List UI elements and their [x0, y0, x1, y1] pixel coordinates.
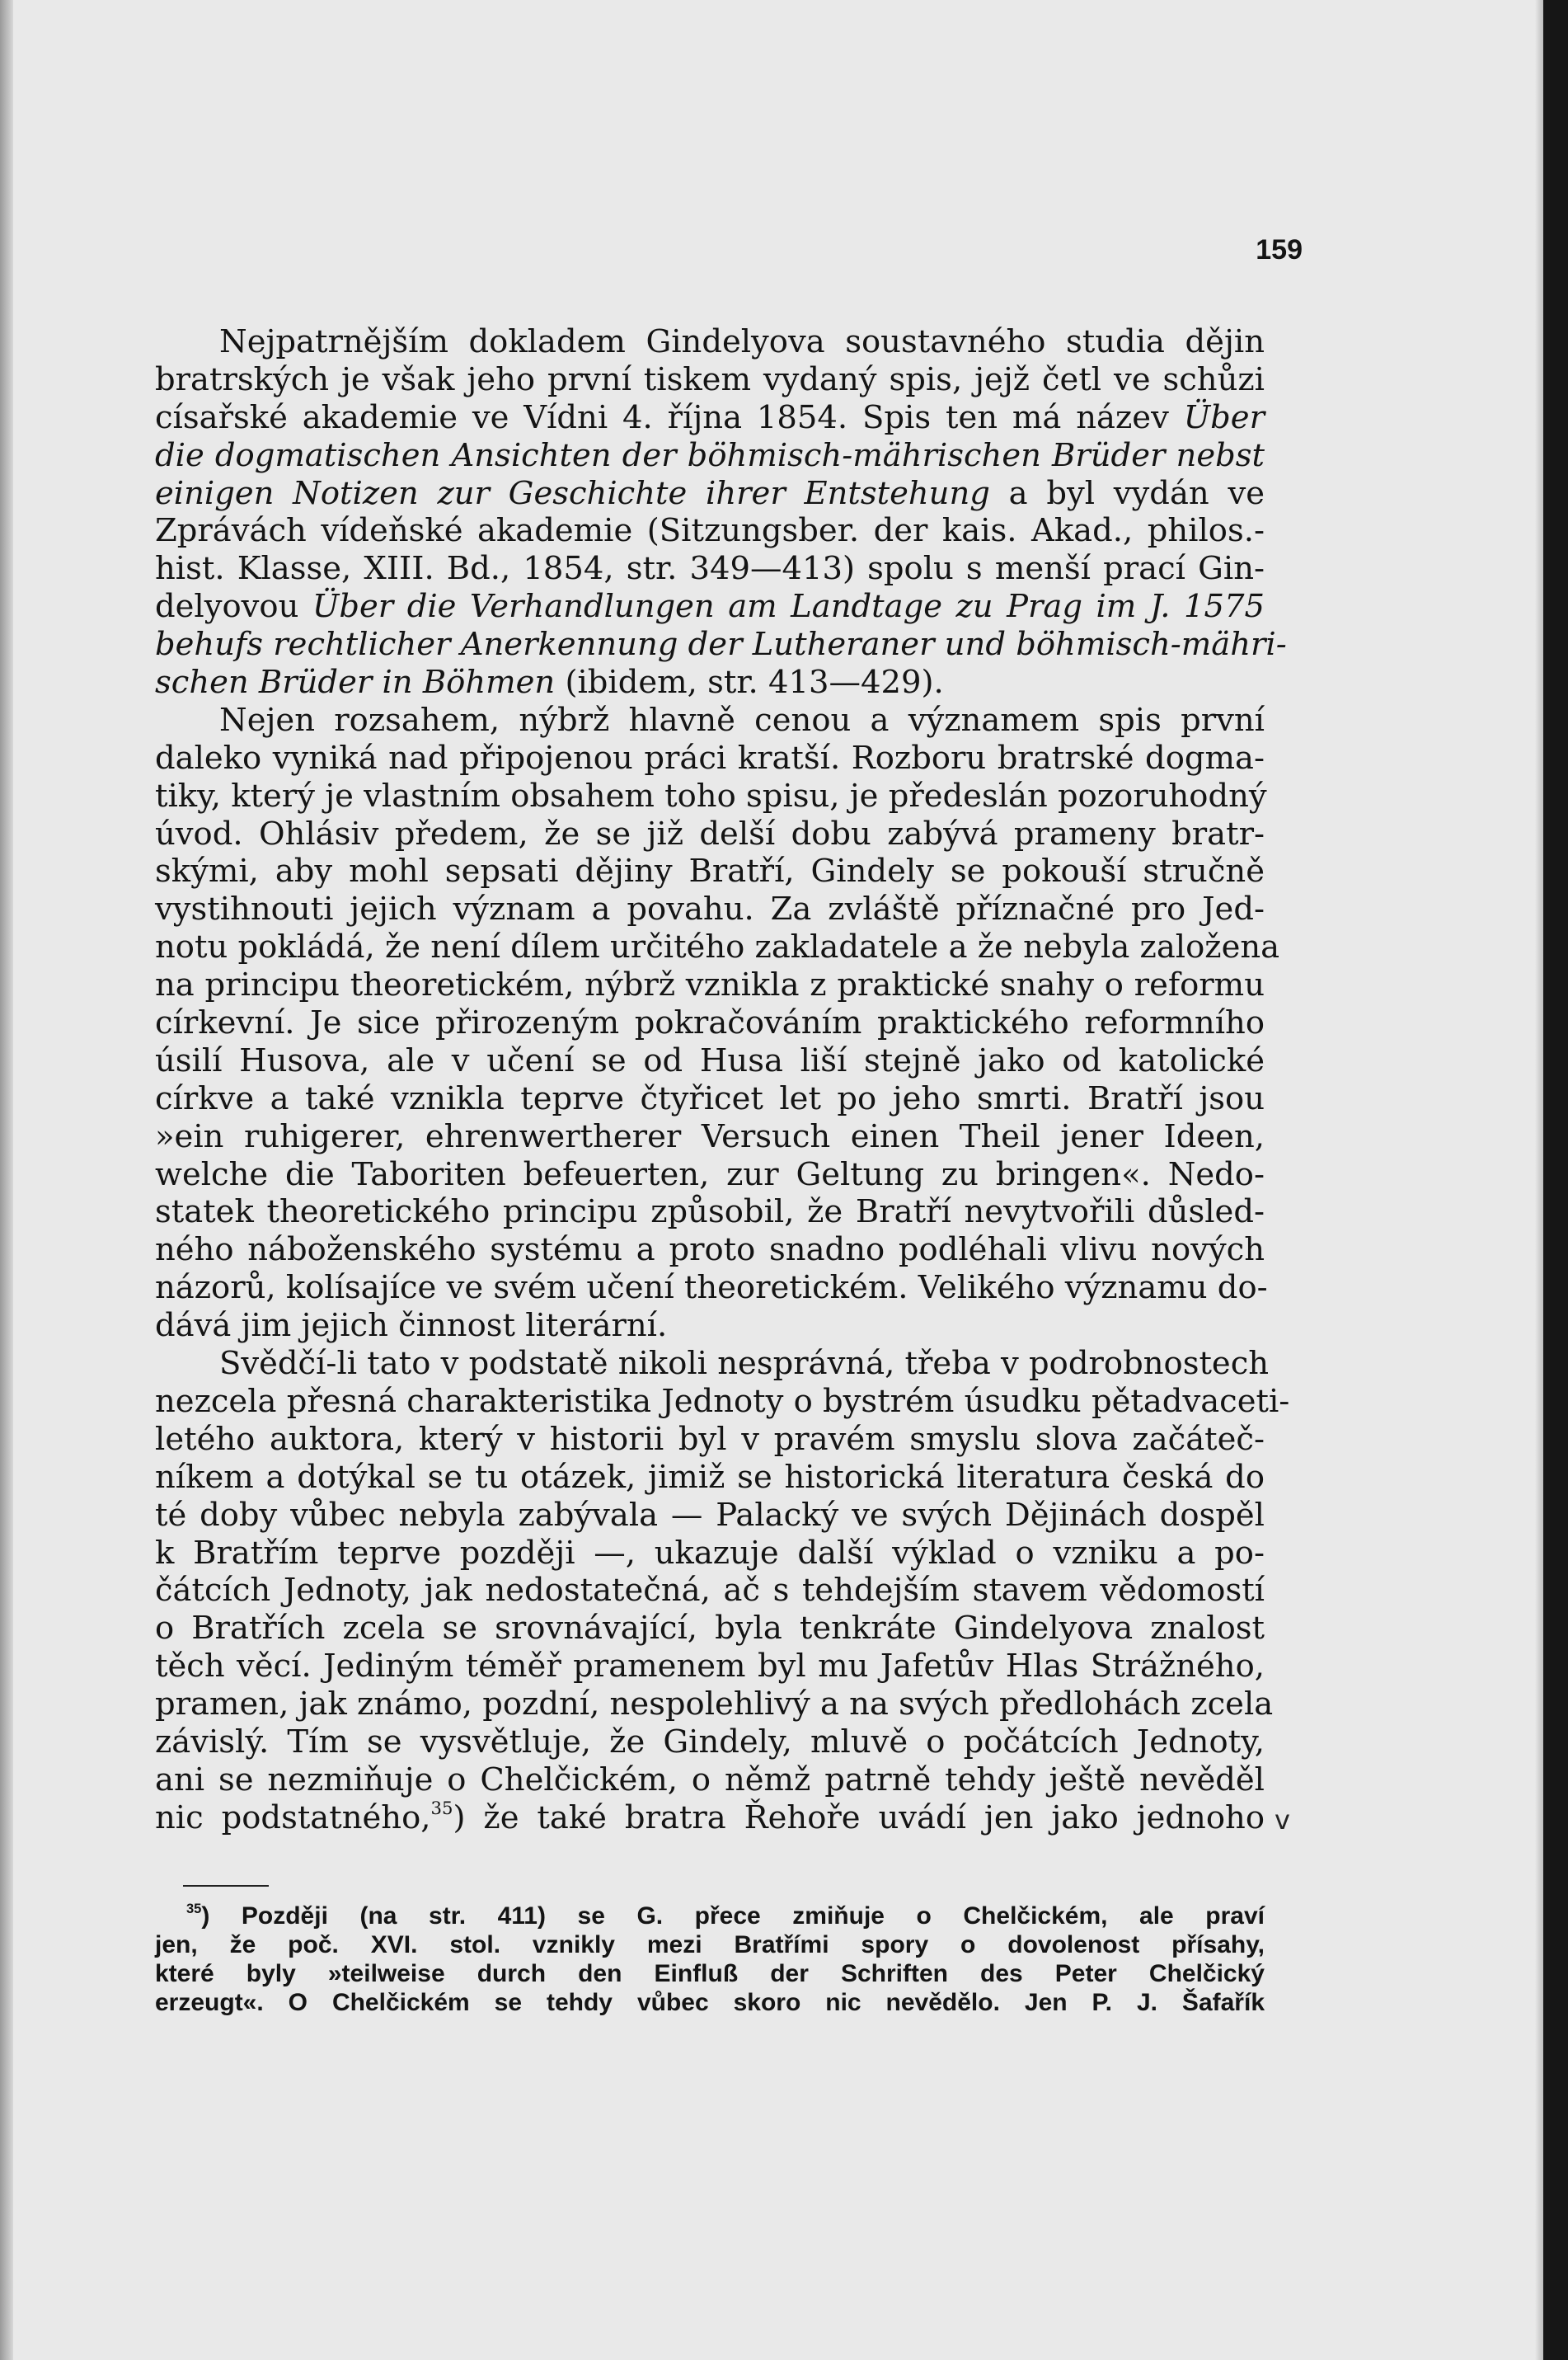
- text-line: [155, 550, 1265, 588]
- text-run: ) Později (na str. 411) se G. přece zmiňuje o Chelčickém, ale praví: [201, 1902, 1265, 1930]
- text-line: [155, 323, 1265, 361]
- text-run: notu pokládá, že není dílem určitého zakladatele a že nebyla založena: [155, 928, 1280, 966]
- text-line: [155, 1761, 1265, 1799]
- text-run: k Bratřím teprve později —, ukazuje další výklad o vzniku a po-: [155, 1534, 1265, 1572]
- text-line: [155, 1988, 1265, 2017]
- text-line: [155, 891, 1265, 928]
- text-line: [155, 1382, 1290, 1421]
- text-line: [155, 1648, 1265, 1685]
- text-line: [155, 1193, 1265, 1231]
- text-run: dává jim jejich činnost literární.: [155, 1307, 668, 1345]
- text-run: úvod. Ohlásiv předem, že se již delší dobu zabývá prameny bratr-: [155, 815, 1265, 853]
- page-right-shadow: [1535, 0, 1543, 2360]
- text-line: [155, 1269, 1268, 1307]
- text-run: Nejen rozsahem, nýbrž hlavně cenou a významem spis první: [219, 701, 1265, 739]
- text-run: ) že také bratra Řehoře uvádí jen jako jednoho: [453, 1798, 1265, 1836]
- text-line: [155, 740, 1265, 778]
- text-line: [155, 1799, 1265, 1837]
- footnote-ref: 35: [430, 1797, 453, 1818]
- text-run: názorů, kolísajíce ve svém učení theoretickém. Velikého významu do-: [155, 1269, 1268, 1307]
- text-line: [155, 1156, 1265, 1194]
- text-run: letého auktora, který v historii byl v pravém smyslu slova začáteč-: [155, 1420, 1265, 1458]
- italic-title: einigen Notizen zur Geschichte ihrer Entstehung: [155, 474, 990, 512]
- text-line: [155, 1307, 1265, 1345]
- text-line: [155, 588, 1265, 626]
- footnote-ref: 35: [186, 1901, 202, 1916]
- text-run: jen, že poč. XVI. stol. vznikly mezi Bratřími spory o dovolenost přísahy,: [155, 1931, 1265, 1958]
- text-run: delyovou: [155, 588, 312, 626]
- text-line: [155, 1345, 1270, 1383]
- text-line: [155, 1421, 1265, 1459]
- footnotes: [155, 1902, 1265, 2017]
- text-run: těch věcí. Jediným téměř pramenem byl mu Jafetův Hlas Strážného,: [155, 1648, 1265, 1685]
- text-run: »ein ruhigerer, ehrenwertherer Versuch einen Theil jener Ideen,: [155, 1117, 1265, 1155]
- text-run: welche die Taboriten befeuerten, zur Geltung zu bringen«. Nedo-: [155, 1155, 1265, 1193]
- text-run: závislý. Tím se vysvětluje, že Gindely, mluvě o počátcích Jednoty,: [155, 1723, 1265, 1761]
- text-run: statek theoretického principu způsobil, že Bratří nevytvořili důsled-: [155, 1193, 1265, 1231]
- text-line: [155, 853, 1265, 891]
- text-line: [155, 778, 1265, 816]
- text-line: [155, 702, 1265, 740]
- text-run: hist. Klasse, XIII. Bd., 1854, str. 349—413) spolu s menší prací Gin-: [155, 550, 1265, 588]
- margin-mark: v: [1275, 1804, 1290, 1836]
- text-line: [155, 966, 1265, 1004]
- text-run: Svědčí-li tato v podstatě nikoli nesprávná, třeba v podrobnostech: [219, 1345, 1270, 1383]
- text-run: církevní. Je sice přirozeným pokračováním praktického reformního: [155, 1004, 1265, 1042]
- text-line: [155, 1535, 1265, 1573]
- text-run: o Bratřích zcela se srovnávající, byla tenkráte Gindelyova znalost: [155, 1610, 1265, 1648]
- text-run: ani se nezmiňuje o Chelčickém, o němž patrně tehdy ještě nevěděl: [155, 1761, 1265, 1798]
- text-line: [155, 1930, 1265, 1959]
- text-run: Zprávách vídeňské akademie (Sitzungsber. der kais. Akad., philos.-: [155, 512, 1265, 550]
- text-run: na principu theoretickém, nýbrž vznikla z praktické snahy o reformu: [155, 966, 1265, 1004]
- text-line: [155, 1610, 1265, 1648]
- italic-title: die dogmatischen Ansichten der böhmisch-mährischen Brüder nebst: [155, 436, 1265, 474]
- text-run: tiky, který je vlastním obsahem toho spisu, je předeslán pozoruhodný: [155, 777, 1267, 815]
- text-line: [155, 512, 1265, 550]
- text-line: [155, 626, 1287, 664]
- text-line: [155, 664, 1265, 702]
- text-run: nic podstatného,: [155, 1798, 431, 1836]
- text-line: [155, 361, 1265, 399]
- text-run: pramen, jak známo, pozdní, nespolehlivý a na svých předlohách zcela: [155, 1685, 1274, 1723]
- text-line: [155, 1042, 1265, 1080]
- text-run: císařské akademie ve Vídni 4. října 1854. Spis ten má název: [155, 398, 1184, 436]
- text-run: (ibidem, str. 413—429).: [555, 664, 944, 702]
- page-left-edge: [0, 0, 13, 2360]
- text-line: [155, 475, 1265, 513]
- body-text: [155, 323, 1290, 1837]
- page-number: 159: [1256, 234, 1303, 266]
- text-run: erzeugt«. O Chelčickém se tehdy vůbec skoro nic nevědělo. Jen P. J. Šafařík: [155, 1989, 1265, 2016]
- text-run: které byly »teilweise durch den Einfluß der Schriften des Peter Chelčický: [155, 1960, 1265, 1987]
- text-line: [155, 816, 1265, 853]
- text-line: [155, 437, 1265, 475]
- text-line: [155, 1723, 1265, 1761]
- text-line: [155, 1459, 1265, 1497]
- text-line: [155, 1004, 1265, 1042]
- page-right-edge: [1543, 0, 1568, 2360]
- text-run: vystihnouti jejich význam a povahu. Za zvláště příznačné pro Jed-: [155, 891, 1265, 928]
- text-line: [155, 928, 1280, 966]
- text-run: Nejpatrnějším dokladem Gindelyova soustavného studia dějin: [219, 323, 1265, 360]
- text-run: daleko vyniká nad připojenou práci kratší. Rozboru bratrské dogma-: [155, 739, 1265, 777]
- italic-title: Über: [1183, 398, 1265, 436]
- text-line: [155, 1572, 1265, 1610]
- text-line: [155, 1497, 1265, 1535]
- text-run: skými, aby mohl sepsati dějiny Bratří, Gindely se pokouší stručně: [155, 853, 1265, 891]
- text-run: a byl vydán ve: [989, 474, 1265, 512]
- text-line: [155, 1080, 1265, 1118]
- text-line: [155, 1231, 1265, 1269]
- text-line: [155, 1959, 1265, 1988]
- footnote-rule: [183, 1885, 269, 1887]
- text-run: ného náboženského systému a proto snadno podléhali vlivu nových: [155, 1231, 1265, 1269]
- text-run: úsilí Husova, ale v učení se od Husa liší stejně jako od katolické: [155, 1041, 1265, 1079]
- text-run: níkem a dotýkal se tu otázek, jimiž se historická literatura česká do: [155, 1458, 1265, 1496]
- text-line: [155, 1685, 1274, 1723]
- text-line: [155, 399, 1265, 437]
- text-run: církve a také vznikla teprve čtyřicet let po jeho smrti. Bratří jsou: [155, 1079, 1265, 1117]
- italic-title: Über die Verhandlungen am Landtage zu Prag im J. 1575: [312, 588, 1265, 626]
- italic-title: behufs rechtlicher Anerkennung der Lutheraner und böhmisch-mähri-: [155, 626, 1287, 664]
- text-run: čátcích Jednoty, jak nedostatečná, ač s tehdejším stavem vědomostí: [155, 1572, 1265, 1610]
- text-run: nezcela přesná charakteristika Jednoty o bystrém úsudku pětadvaceti-: [155, 1382, 1290, 1420]
- text-run: té doby vůbec nebyla zabývala — Palacký ve svých Dějinách dospěl: [155, 1496, 1265, 1534]
- text-run: bratrských je však jeho první tiskem vydaný spis, jejž četl ve schůzi: [155, 360, 1265, 398]
- italic-title: schen Brüder in Böhmen: [155, 664, 556, 702]
- text-line: [155, 1902, 1265, 1930]
- text-line: [155, 1118, 1265, 1156]
